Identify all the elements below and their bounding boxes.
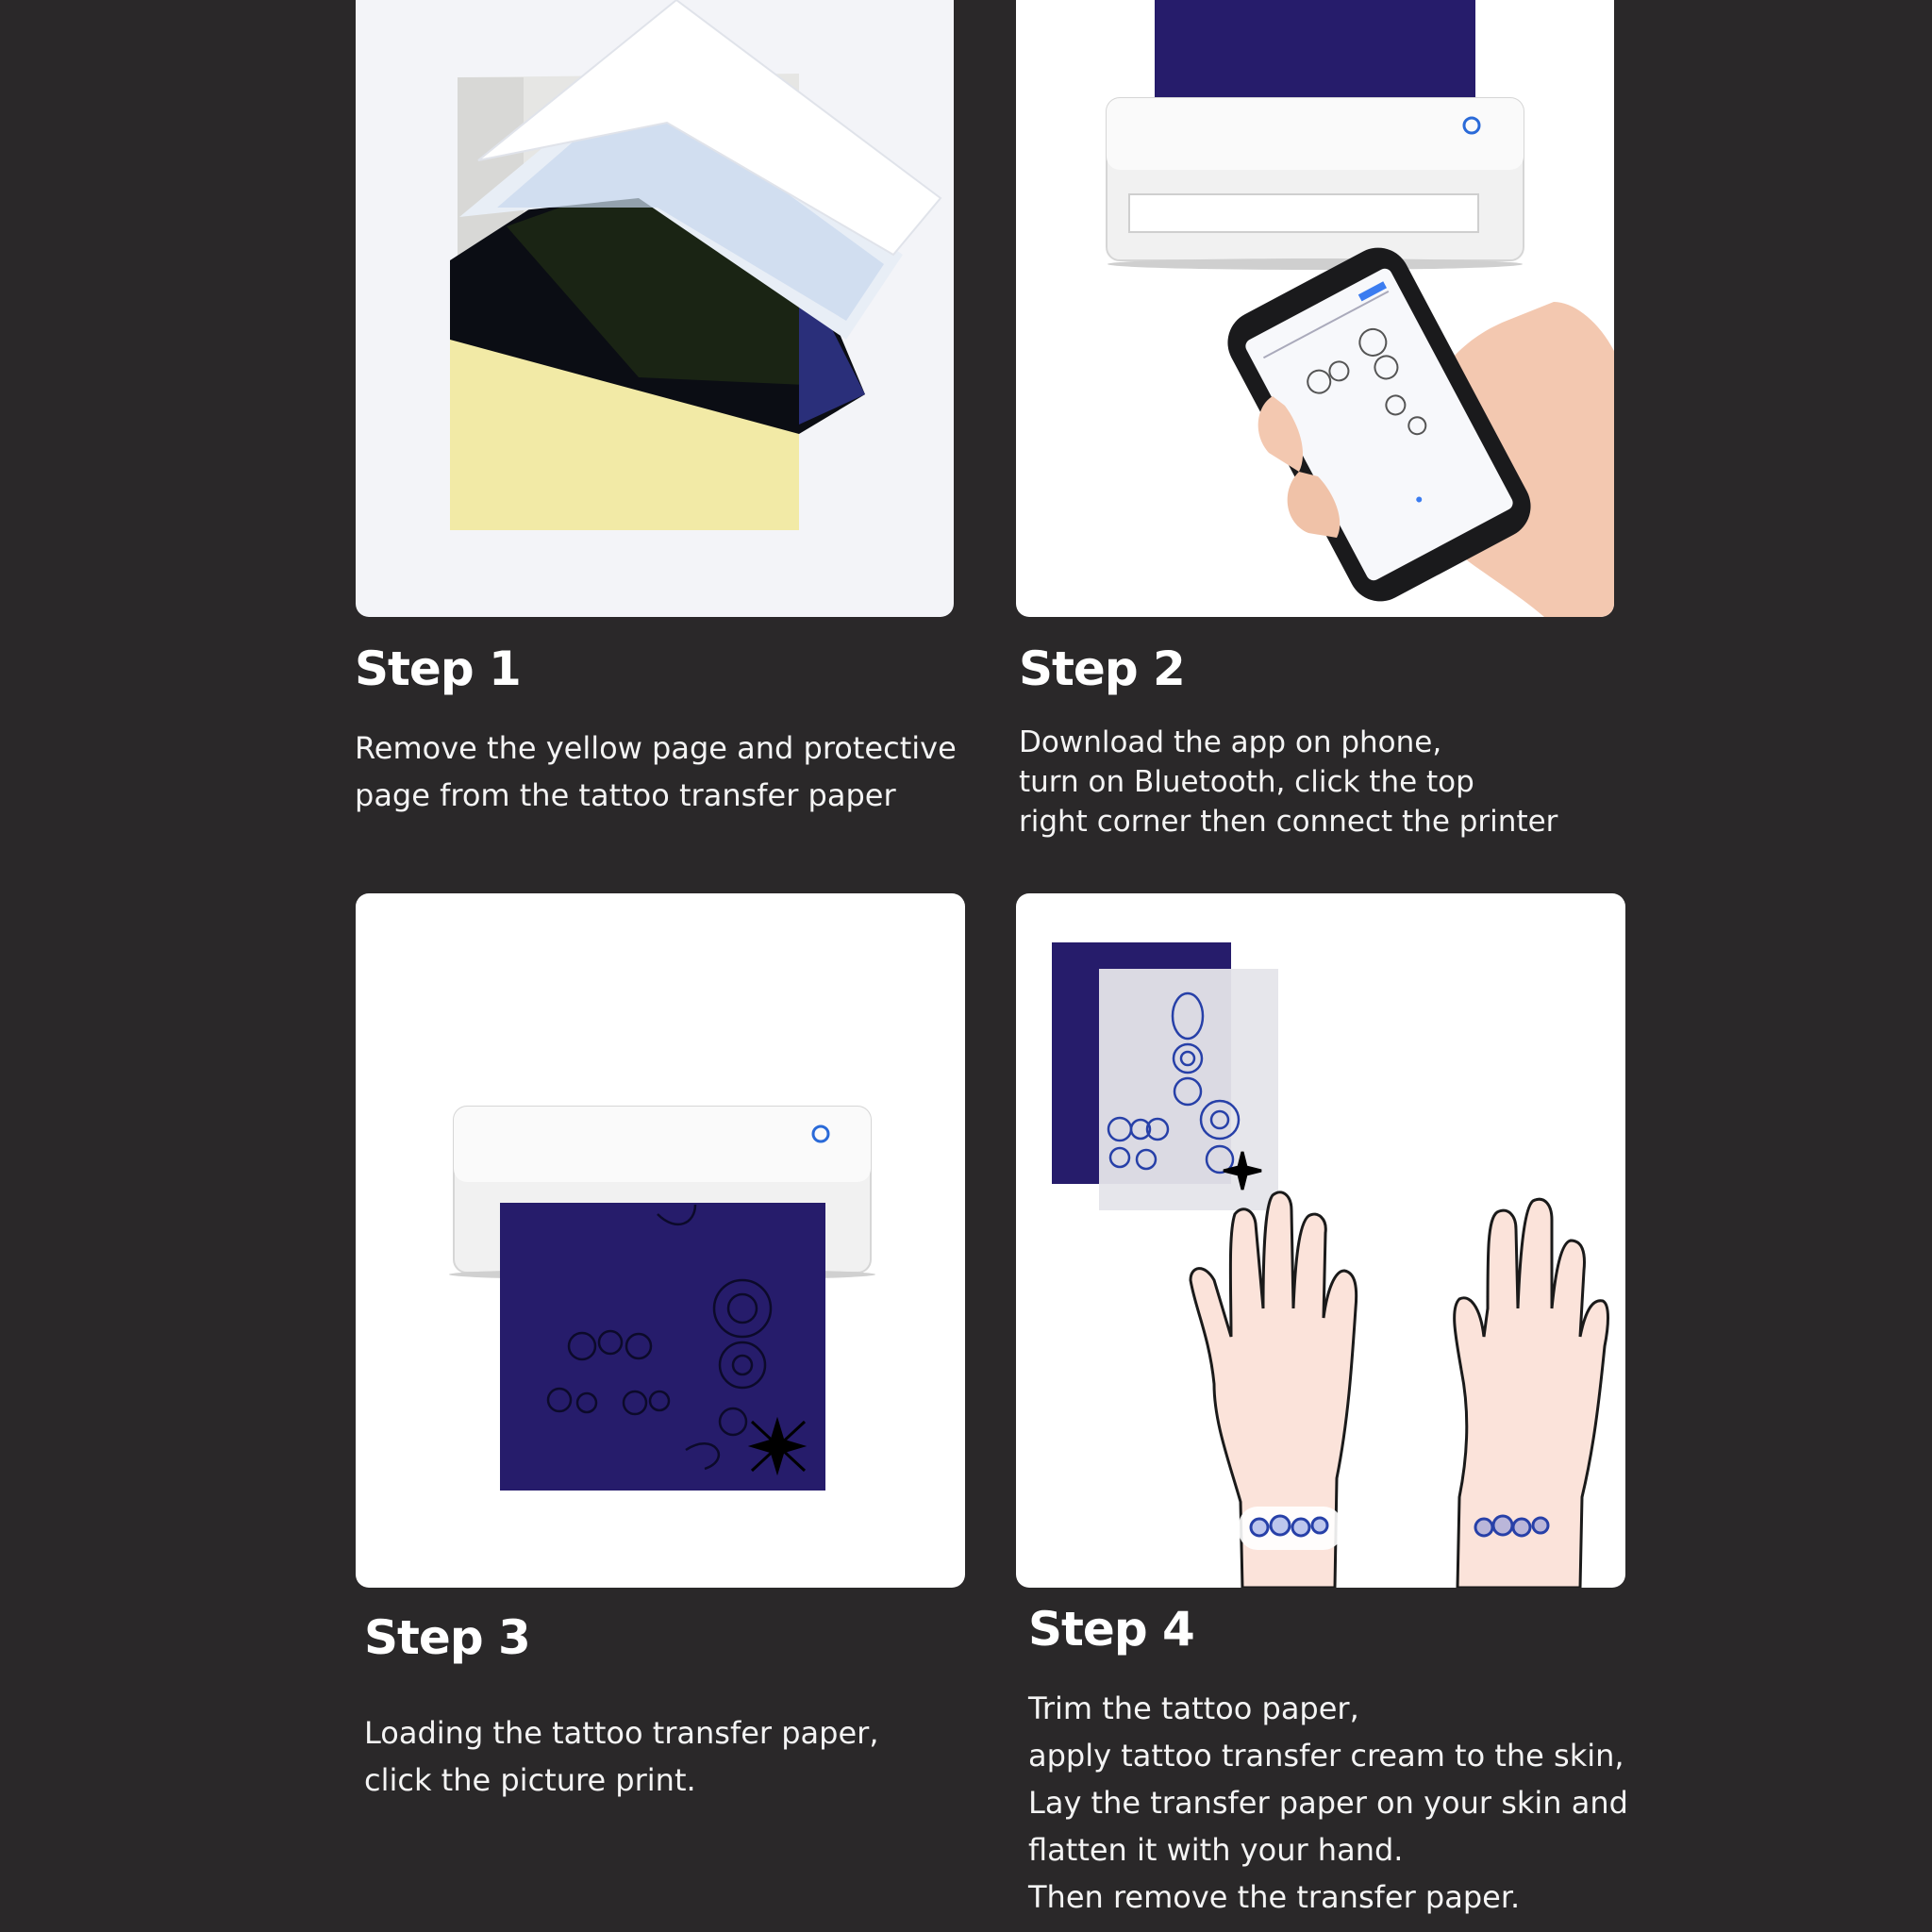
step-2-image-card <box>1016 0 1614 617</box>
transfer-paper-layers-icon <box>356 0 954 617</box>
step-3-description-line: click the picture print. <box>364 1762 696 1798</box>
step-3-title: Step 3 <box>364 1610 530 1665</box>
step-3-description-line: Loading the tattoo transfer paper, <box>364 1715 879 1751</box>
step-2-title: Step 2 <box>1019 641 1185 696</box>
step-1-title: Step 1 <box>355 641 521 696</box>
step-2-description-line: Download the app on phone, <box>1019 725 1442 759</box>
step-1-description-line: page from the tattoo transfer paper <box>355 777 896 813</box>
step-4-description-line: Lay the transfer paper on your skin and <box>1028 1785 1628 1821</box>
step-4-title: Step 4 <box>1028 1602 1194 1657</box>
step-2-description-line: right corner then connect the printer <box>1019 805 1558 839</box>
step-3-image-card <box>356 893 965 1588</box>
step-4-description-line: Then remove the transfer paper. <box>1028 1879 1521 1915</box>
printer-and-phone-illustration <box>1016 0 1614 617</box>
step-2-description-line: turn on Bluetooth, click the top <box>1019 765 1474 799</box>
step-4-description-line: apply tattoo transfer cream to the skin, <box>1028 1738 1624 1774</box>
step-1-image-card <box>356 0 954 617</box>
step-1-description-line: Remove the yellow page and protective <box>355 730 957 766</box>
printer-icon <box>1107 98 1524 270</box>
step-4-description-line: Trim the tattoo paper, <box>1028 1690 1359 1726</box>
printer-loading-illustration <box>356 893 965 1588</box>
step-3-description <box>364 1709 878 1804</box>
step-1-description <box>355 724 957 819</box>
hands-with-transfer-illustration <box>1016 893 1625 1588</box>
step-4-description <box>1028 1685 1628 1921</box>
step-2-description <box>1019 723 1557 841</box>
step-4-image-card <box>1016 893 1625 1588</box>
step-4-description-line: flatten it with your hand. <box>1028 1832 1404 1868</box>
